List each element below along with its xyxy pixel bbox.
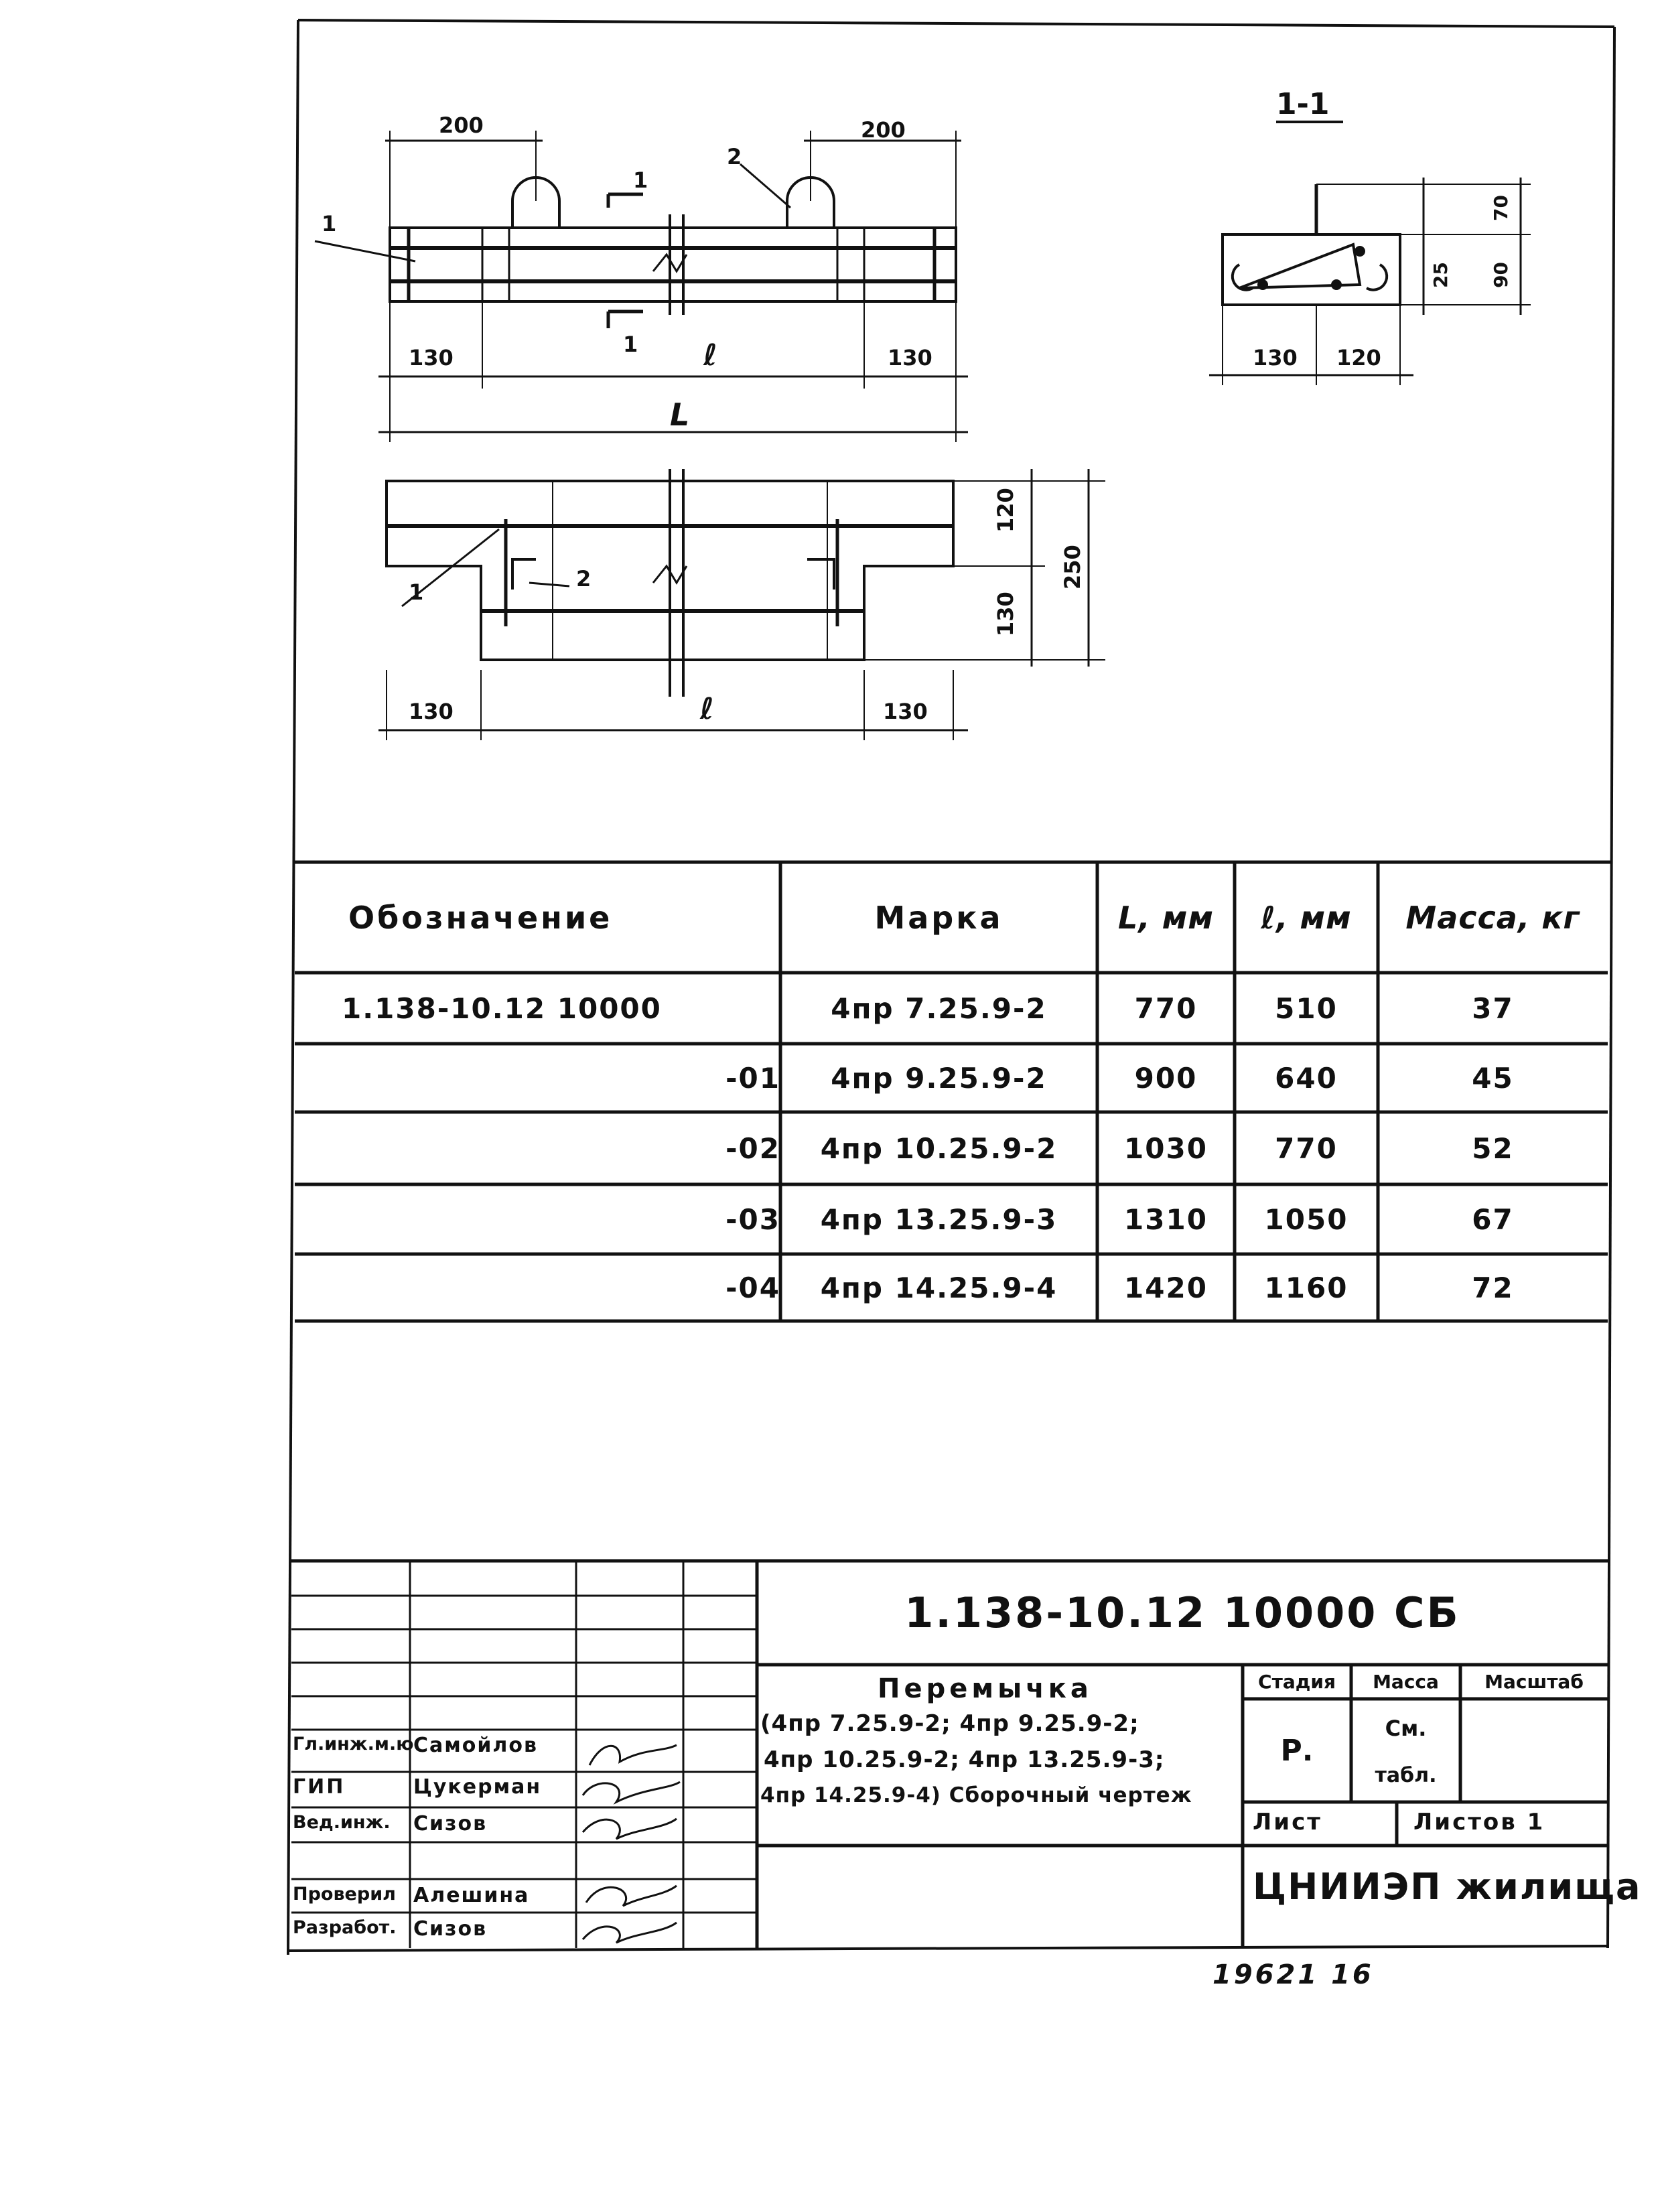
row-mark: 4пр 13.25.9-3: [820, 1202, 1058, 1236]
row-mass: 72: [1472, 1271, 1514, 1304]
title-line-1: Перемычка: [878, 1673, 1093, 1704]
dim-25-section: 25: [1430, 262, 1452, 288]
signer-name: Сизов: [413, 1812, 488, 1836]
title-line-3: 4пр 10.25.9-2; 4пр 13.25.9-3;: [764, 1746, 1165, 1773]
dim-130-elev-left: 130: [409, 699, 454, 724]
row-length-L: 1030: [1124, 1131, 1208, 1165]
document-code: 1.138-10.12 10000 СБ: [904, 1588, 1460, 1637]
dim-120-elev: 120: [993, 488, 1018, 533]
dim-250-elev: 250: [1060, 545, 1085, 590]
row-mark: 4пр 14.25.9-4: [820, 1271, 1058, 1304]
inventory-number: 19621 16: [1212, 1959, 1374, 1990]
row-mass: 45: [1472, 1061, 1514, 1095]
title-line-2: (4пр 7.25.9-2; 4пр 9.25.9-2;: [760, 1710, 1139, 1737]
position-2-plan: 2: [727, 144, 742, 169]
stage-label: Стадия: [1258, 1671, 1336, 1693]
row-length-l: 640: [1275, 1061, 1338, 1095]
mass-value-line-2: табл.: [1375, 1763, 1437, 1787]
position-1-plan: 1: [322, 211, 337, 236]
row-length-L: 1310: [1124, 1202, 1208, 1236]
dim-130-elev-vert: 130: [993, 592, 1018, 636]
header-mark: Марка: [874, 900, 1003, 936]
signer-name: Сизов: [413, 1917, 488, 1941]
row-length-L: 1420: [1124, 1271, 1208, 1304]
dim-130-elev-right: 130: [883, 699, 928, 724]
section-label: 1-1: [1276, 87, 1330, 121]
signer-role: Проверил: [293, 1884, 396, 1905]
dim-l-plan: ℓ: [703, 338, 717, 372]
dim-120-section: 120: [1336, 345, 1381, 370]
signer-name: Алешина: [413, 1884, 530, 1907]
dim-200-left: 200: [439, 113, 484, 138]
row-mass: 37: [1472, 991, 1514, 1025]
mass-value-line-1: См.: [1385, 1716, 1427, 1741]
position-2-elev: 2: [576, 566, 592, 592]
title-line-4: 4пр 14.25.9-4) Сборочный чертеж: [760, 1783, 1192, 1807]
row-mark: 4пр 10.25.9-2: [820, 1131, 1058, 1165]
row-mass: 52: [1472, 1131, 1514, 1165]
signer-name: Самойлов: [413, 1734, 538, 1757]
organization-name: ЦНИИЭП жилища: [1253, 1866, 1642, 1908]
signer-name: Цукерман: [413, 1775, 542, 1799]
cut-mark-top: 1: [633, 167, 648, 193]
row-length-l: 510: [1275, 991, 1338, 1025]
sheet-label: Лист: [1253, 1809, 1322, 1836]
row-designation: -02: [725, 1131, 780, 1165]
dim-130-section: 130: [1253, 345, 1298, 370]
dim-90-section: 90: [1490, 262, 1512, 288]
row-designation: 1.138-10.12 10000: [342, 991, 662, 1025]
header-mass: Масса, кг: [1405, 900, 1580, 936]
dim-130-left: 130: [409, 345, 454, 370]
mass-label: Масса: [1373, 1671, 1439, 1693]
position-1-elev: 1: [409, 579, 424, 605]
dim-200-right: 200: [861, 117, 906, 143]
row-length-L: 770: [1134, 991, 1198, 1025]
dim-l-elev: ℓ: [700, 692, 714, 726]
sheets-label: Листов 1: [1413, 1809, 1545, 1836]
row-length-l: 770: [1275, 1131, 1338, 1165]
header-length-l: ℓ, мм: [1261, 900, 1352, 936]
row-length-l: 1050: [1264, 1202, 1348, 1236]
signer-role: ГИП: [293, 1775, 346, 1799]
dim-L-plan: L: [670, 397, 690, 433]
stage-value: Р.: [1280, 1733, 1314, 1768]
row-length-l: 1160: [1264, 1271, 1348, 1304]
row-designation: -04: [725, 1271, 780, 1304]
dim-130-right: 130: [888, 345, 932, 370]
cut-mark-bottom: 1: [623, 332, 638, 357]
row-length-L: 900: [1134, 1061, 1198, 1095]
row-mark: 4пр 7.25.9-2: [831, 991, 1047, 1025]
row-mass: 67: [1472, 1202, 1514, 1236]
header-designation: Обозначение: [348, 900, 613, 936]
row-designation: -03: [725, 1202, 780, 1236]
scale-label: Масштаб: [1484, 1671, 1584, 1693]
signer-role: Вед.инж.: [293, 1812, 391, 1833]
row-mark: 4пр 9.25.9-2: [831, 1061, 1047, 1095]
header-length-L: L, мм: [1118, 900, 1214, 936]
row-designation: -01: [725, 1061, 780, 1095]
signer-role: Разработ.: [293, 1917, 397, 1938]
dim-70-section: 70: [1490, 195, 1512, 221]
signer-role: Гл.инж.м.ю: [293, 1734, 414, 1754]
